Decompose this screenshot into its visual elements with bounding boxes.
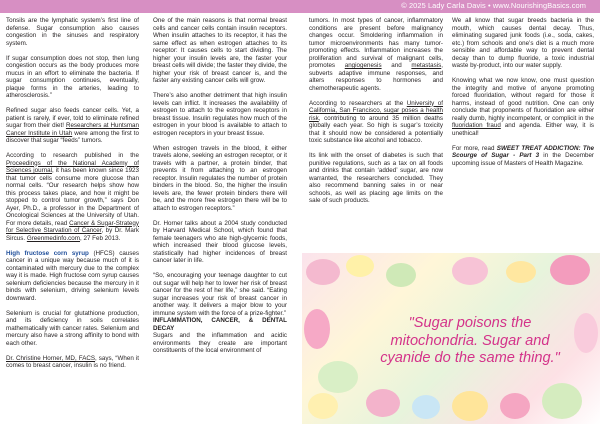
- angiogenesis-link[interactable]: angiogenesis: [344, 62, 382, 69]
- paragraph: tumors. In most types of cancer, inflammatory conditions are present before malignancy changes occur. Smoldering inflammation in tumor microenvironments has many tumor-promoting effects. Inflammation increases the proliferation and survival of malignant cells, promotes angiogenesis and metastasis, subverts adaptive immune responses, and alters responses to hormones and chemotherapeutic agents.: [309, 17, 443, 92]
- column-2: [153, 17, 287, 362]
- candy-decoration: [306, 259, 340, 285]
- paragraph: We all know that sugar breeds bacteria in the mouth, which causes dental decay. Thus, eliminating sugared junk foods (i.e., soda, cakes, etc.) from schools and one’s diet is a much more sensible and affordable way to prevent dental decay than to dump fluoride, a toxic industrial waste by-product, into our water supply.: [452, 17, 594, 69]
- pull-quote: "Sugar poisons the mitochondria. Sugar and cyanide do the same thing.": [380, 315, 560, 367]
- candy-decoration: [550, 255, 590, 285]
- column-1: [6, 17, 139, 377]
- candy-decoration: [574, 313, 598, 353]
- paragraph: If sugar consumption does not stop, then lung congestion occurs as the body produces more mucus in an effort to eliminate the bacteria. If sugar consumption continues, eventually, plaque forms in the arteries, leading to atherosclerosis.”: [6, 54, 139, 99]
- paragraph: “So, encouraging your teenage daughter to cut out sugar will help her to lower her risk of breast cancer for the rest of her life,” she said. “Eating sugar increases your risk of breast cancer in another way. It delivers a major blow to your immune system with the force of a prize-fighter.”: [153, 272, 287, 317]
- header-bar: [0, 0, 600, 13]
- paragraph: Tonsils are the lymphatic system’s first line of defense. Sugar consumption also causes congestion in the sinuses and respiratory system.: [6, 17, 139, 47]
- pnas-link[interactable]: Proceedings of the National Academy of Sciences journal: [6, 159, 139, 174]
- section-heading: INFLAMMATION, CANCER, & DENTAL DECAY: [153, 317, 287, 332]
- candy-decoration: [366, 389, 400, 417]
- paragraph: Dr. Christine Horner, MD, FACS, says, “When it comes to breast cancer, insulin is no friend.: [6, 354, 139, 369]
- paragraph: Knowing what we now know, one must question the integrity and motive of anyone promoting forced fluoridation, without regard for those it harms, instead of good nutrition. One can only conclude that proponents of fluoridation are either really dumb, highly incompetent, or complicit in the fluoridation fraud and agenda. Either way, it is unethical!: [452, 77, 594, 137]
- huntsman-link[interactable]: Researchers at Huntsman Cancer Institute in Utah: [6, 122, 139, 137]
- paragraph: When estrogen travels in the blood, it either travels alone, seeking an estrogen receptor, or it travels with a partner, a protein binder, that prevents it from attaching to an estrogen receptor. Insulin regulates the number of protein binders in the blood. So, the higher the insulin levels are, the fewer protein binders there will be, and the more free estrogen there will be to attach to estrogen receptors.”: [153, 144, 287, 212]
- hfcs-term: High fructose corn syrup: [6, 249, 89, 257]
- paragraph: High fructose corn syrup (HFCS) causes cancer in a unique way because much of it is contaminated with mercury due to the complex way it is made. High fructose corn syrup causes selenium deficiencies because the mercury in it binds with selenium, driving selenium levels downward.: [6, 249, 139, 302]
- paragraph: Selenium is crucial for glutathione production, and its deficiency in soils correlates mathematically with cancer rates. Selenium and mercury also have a strong affinity to bond with each other.: [6, 309, 139, 347]
- candy-decoration: [506, 261, 536, 283]
- article-title: SWEET TREAT ADDICTION: The Scourge of Sugar - Part 3: [452, 144, 594, 159]
- candy-decoration: [412, 395, 440, 419]
- candy-decoration: [500, 393, 530, 419]
- paragraph: One of the main reasons is that normal breast cells and cancer cells contain insulin receptors. When insulin attaches to its receptor, it has the same effect as when estrogen attaches to its receptor: It causes cells to start dividing. The higher your insulin levels are, the faster your breast cells will divide; the faster they divide, the higher your risk of breast cancer is, and the faster any existing cancer cells will grow.: [153, 17, 287, 84]
- paragraph: For more, read SWEET TREAT ADDICTION: The Scourge of Sugar - Part 3 in the December upcoming issue of Masters of Health Magazine.: [452, 144, 595, 167]
- candy-decoration: [452, 257, 488, 285]
- candy-decoration: [318, 361, 358, 393]
- sircus-article-link[interactable]: Cancer & Sugar-Strategy for Selective Starvation of Cancer: [6, 219, 140, 234]
- column-4: [452, 17, 594, 175]
- candy-decoration: [542, 383, 582, 419]
- copyright-text: © 2025 Lady Carla Davis • www.NourishingBasics.com: [401, 1, 586, 10]
- paragraph: Refined sugar also feeds cancer cells. Yet, a patient is rarely, if ever, told to eliminate refined sugar from their diet! Researchers at Huntsman Cancer Institute in Utah were among the first to discover that sugar “feeds” tumors.: [6, 107, 139, 144]
- horner-link[interactable]: Dr. Christine Horner, MD, FACS: [6, 354, 96, 362]
- metastasis-link[interactable]: metastasis: [411, 62, 442, 69]
- paragraph: Sugars and the inflammation and acidic environments they create are important constituents of the local environment of: [153, 332, 287, 354]
- candy-decoration: [308, 393, 338, 419]
- paragraph: Dr. Horner talks about a 2004 study conducted by Harvard Medical School, which found that female teenagers who ate high-glycemic foods, which increased their blood glucose levels, statistically had higher incidences of breast cancer later in life.: [153, 219, 287, 264]
- candy-decoration: [452, 391, 488, 421]
- paragraph: According to researchers at the University of California, San Francisco, sugar poses a health risk, contributing to around 35 million deaths globally each year. So high is sugar’s toxicity that it should now be considered a potentially toxic substance like alcohol and tobacco.: [309, 99, 444, 144]
- candy-decoration: [346, 255, 374, 277]
- column-3: [309, 17, 443, 212]
- fluoridation-fraud-link[interactable]: fluoridation fraud: [452, 122, 501, 129]
- candy-photo: [302, 253, 600, 424]
- candy-decoration: [386, 263, 416, 287]
- ucsf-link[interactable]: University of California, San Francisco, sugar poses a health risk: [309, 99, 444, 122]
- paragraph: There’s also another detriment that high insulin levels can inflict. It increases the availability of estrogen to attach to the estrogen receptors in breast tissue. Insulin regulates how much of the estrogen in your blood is available to attach to estrogen receptors in your breast tissue.: [153, 92, 287, 137]
- greenmedinfo-link[interactable]: Greenmedinfo.com: [26, 234, 80, 242]
- paragraph: According to research published in the Proceedings of the National Academy of Sciences journal, it has been known since 1923 that tumor cells consume more glucose than normal cells. “Our research helps show how this process takes place, and how it might be stopped to control tumor growth,” says Don Ayer, Ph.D., a professor in the Department of Oncological Sciences at the University of Utah. For more details, read Cancer & Sugar-Strategy for Selective Starvation of Cancer, by Dr. Mark Sircus. Greenmedinfo.com, 27 Feb 2013.: [6, 152, 140, 242]
- paragraph: Its link with the onset of diabetes is such that punitive regulations, such as a tax on all foods and drinks that contain ‘added’ sugar, are now warranted, the researchers concluded. They also recommend banning sales in or near schools, as well as placing age limits on the sale of such products.: [309, 152, 443, 204]
- candy-decoration: [304, 309, 330, 349]
